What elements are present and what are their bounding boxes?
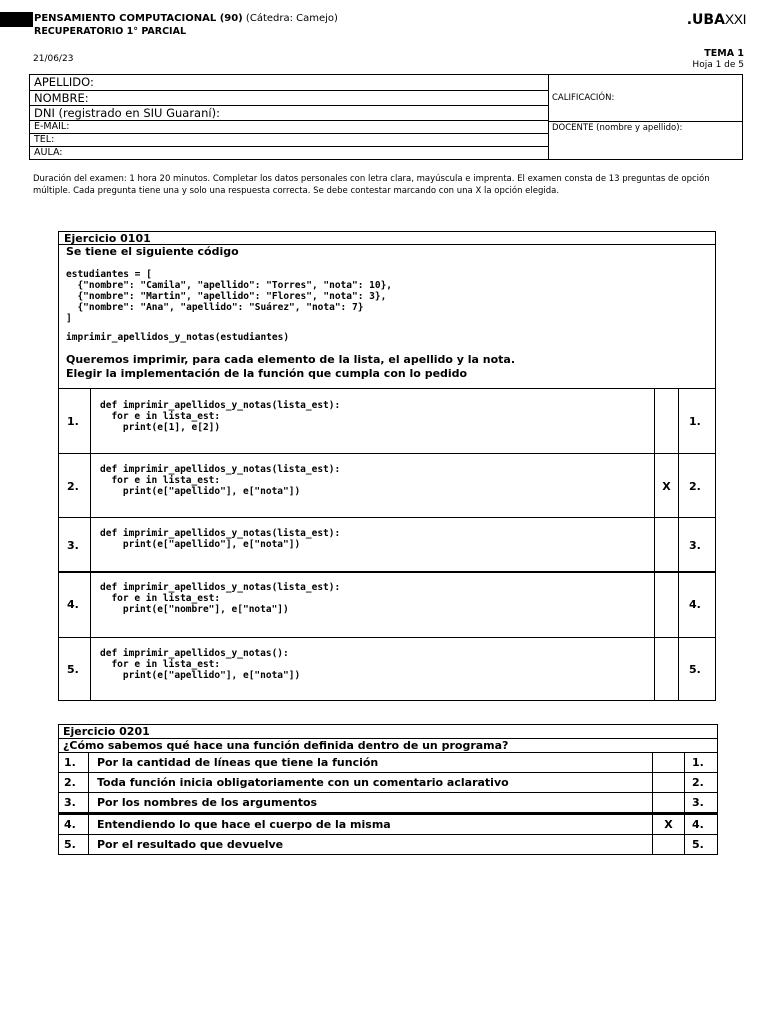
option-code-cell <box>90 454 655 517</box>
answer-box[interactable] <box>652 835 685 855</box>
exercise-0201 <box>58 724 718 855</box>
option-number-right: 1. <box>689 415 701 428</box>
option-number: 5. <box>67 663 79 676</box>
option-row <box>59 753 717 773</box>
logo-uba: .UBA <box>686 12 725 28</box>
calificacion-label: CALIFICACIÓN: <box>552 93 615 103</box>
option-code-cell <box>90 518 655 571</box>
answer-box[interactable]: X <box>655 454 679 517</box>
option-code: def imprimir_apellidos_y_notas(lista_est): for e in lista_est: print(e["nombre"], e["nota"]) <box>100 582 341 615</box>
exam-subtitle: RECUPERATORIO 1° PARCIAL <box>34 26 186 37</box>
option-row <box>59 773 717 793</box>
grading-fields <box>549 75 742 159</box>
course-name: PENSAMIENTO COMPUTACIONAL (90) <box>34 13 243 24</box>
exam-date: 21/06/23 <box>33 54 74 64</box>
option-number-right: 2. <box>689 480 701 493</box>
email-field[interactable]: E-MAIL: <box>30 121 548 134</box>
option-number-right: 5. <box>692 838 704 851</box>
prompt-line-2: Elegir la implementación de la función que cumpla con lo pedido <box>66 366 468 380</box>
answer-box[interactable]: X <box>652 815 685 834</box>
option-row <box>59 637 715 700</box>
exercise-title: Ejercicio 0101 <box>59 232 715 245</box>
option-number: 4. <box>64 815 89 834</box>
option-number: 3. <box>67 539 79 552</box>
exercise-0101 <box>58 231 716 701</box>
option-number-right: 2. <box>692 776 704 789</box>
dni-field[interactable]: DNI (registrado en SIU Guaraní): <box>30 106 548 121</box>
option-number: 1. <box>67 415 79 428</box>
option-number: 3. <box>64 793 89 812</box>
option-number: 2. <box>64 773 89 792</box>
course-catedra: (Cátedra: Camejo) <box>242 13 338 24</box>
option-row <box>59 453 715 517</box>
exam-instructions: Duración del examen: 1 hora 20 minutos. Completar los datos personales con letra clara, mayúscula e imprenta. El examen consta de 13 preguntas de opción múltiple. Cada pregunta tiene una y solo una respuesta correcta. Se debe contestar marcando con una X la opción elegida. <box>33 174 710 196</box>
option-text: Toda función inicia obligatoriamente con un comentario aclarativo <box>97 776 509 789</box>
option-row <box>59 813 717 835</box>
option-number: 4. <box>67 598 79 611</box>
option-code: def imprimir_apellidos_y_notas(lista_est): for e in lista_est: print(e["apellido"], e["nota"]) <box>100 464 341 497</box>
option-code-cell <box>90 638 655 700</box>
option-text: Por los nombres de los argumentos <box>97 796 318 809</box>
function-call: imprimir_apellidos_y_notas(estudiantes) <box>66 332 290 343</box>
option-row <box>59 835 717 855</box>
prompt-line-1: Queremos imprimir, para cada elemento de la lista, el apellido y la nota. <box>66 353 516 366</box>
option-text: Entendiendo lo que hace el cuerpo de la misma <box>97 818 391 831</box>
exercise-question: ¿Cómo sabemos qué hace una función definida dentro de un programa? <box>59 739 717 753</box>
page-counter: Hoja 1 de 5 <box>692 60 744 70</box>
uba-xxi-logo <box>687 11 746 28</box>
course-title <box>34 13 338 24</box>
student-info-table <box>29 74 743 160</box>
option-text: Por el resultado que devuelve <box>97 838 284 851</box>
answer-box[interactable] <box>655 638 679 700</box>
code-listing: estudiantes = [ {"nombre": "Camila", "apellido": "Torres", "nota": 10}, {"nombre": "Martin", "apellido": "Flores", "nota": 3}, {"nombre": "Ana", "apellido": "Suárez", "nota": 7} ] <box>66 269 393 324</box>
option-code: def imprimir_apellidos_y_notas(): for e in lista_est: print(e["apellido"], e["nota"]) <box>100 648 301 681</box>
option-row <box>59 517 715 571</box>
answer-box[interactable] <box>655 389 679 453</box>
option-code-cell <box>90 573 655 637</box>
redaction-bar <box>0 12 33 27</box>
tel-field[interactable]: TEL: <box>30 134 548 147</box>
docente-label: DOCENTE (nombre y apellido): <box>552 123 683 133</box>
option-number: 1. <box>64 753 89 772</box>
answer-box[interactable] <box>652 773 685 792</box>
option-code: def imprimir_apellidos_y_notas(lista_est): print(e["apellido"], e["nota"]) <box>100 528 341 550</box>
exercise-prompt <box>66 353 515 380</box>
answer-box[interactable] <box>652 753 685 772</box>
option-code-cell <box>90 389 655 453</box>
answer-box[interactable] <box>652 793 685 812</box>
option-number: 2. <box>67 480 79 493</box>
option-row <box>59 793 717 813</box>
apellido-field[interactable]: APELLIDO: <box>30 75 548 91</box>
tema-label: TEMA 1 <box>704 48 744 59</box>
nombre-field[interactable]: NOMBRE: <box>30 91 548 106</box>
exercise-title: Ejercicio 0201 <box>59 725 717 739</box>
option-number-right: 4. <box>689 598 701 611</box>
option-code: def imprimir_apellidos_y_notas(lista_est): for e in lista_est: print(e[1], e[2]) <box>100 400 341 433</box>
option-number: 5. <box>64 835 89 855</box>
answer-box[interactable] <box>655 518 679 571</box>
option-number-right: 5. <box>689 663 701 676</box>
aula-field[interactable]: AULA: <box>34 147 63 158</box>
answer-box[interactable] <box>655 573 679 637</box>
option-number-right: 3. <box>692 796 704 809</box>
exercise-question: Se tiene el siguiente código <box>66 245 239 258</box>
option-number-right: 3. <box>689 539 701 552</box>
logo-xxi: XXI <box>724 11 746 27</box>
option-number-right: 1. <box>692 756 704 769</box>
option-row <box>59 571 715 637</box>
grading-divider <box>549 121 742 122</box>
option-number-right: 4. <box>692 818 704 831</box>
option-row <box>59 388 715 453</box>
option-text: Por la cantidad de líneas que tiene la función <box>97 756 379 769</box>
student-fields <box>30 75 549 159</box>
